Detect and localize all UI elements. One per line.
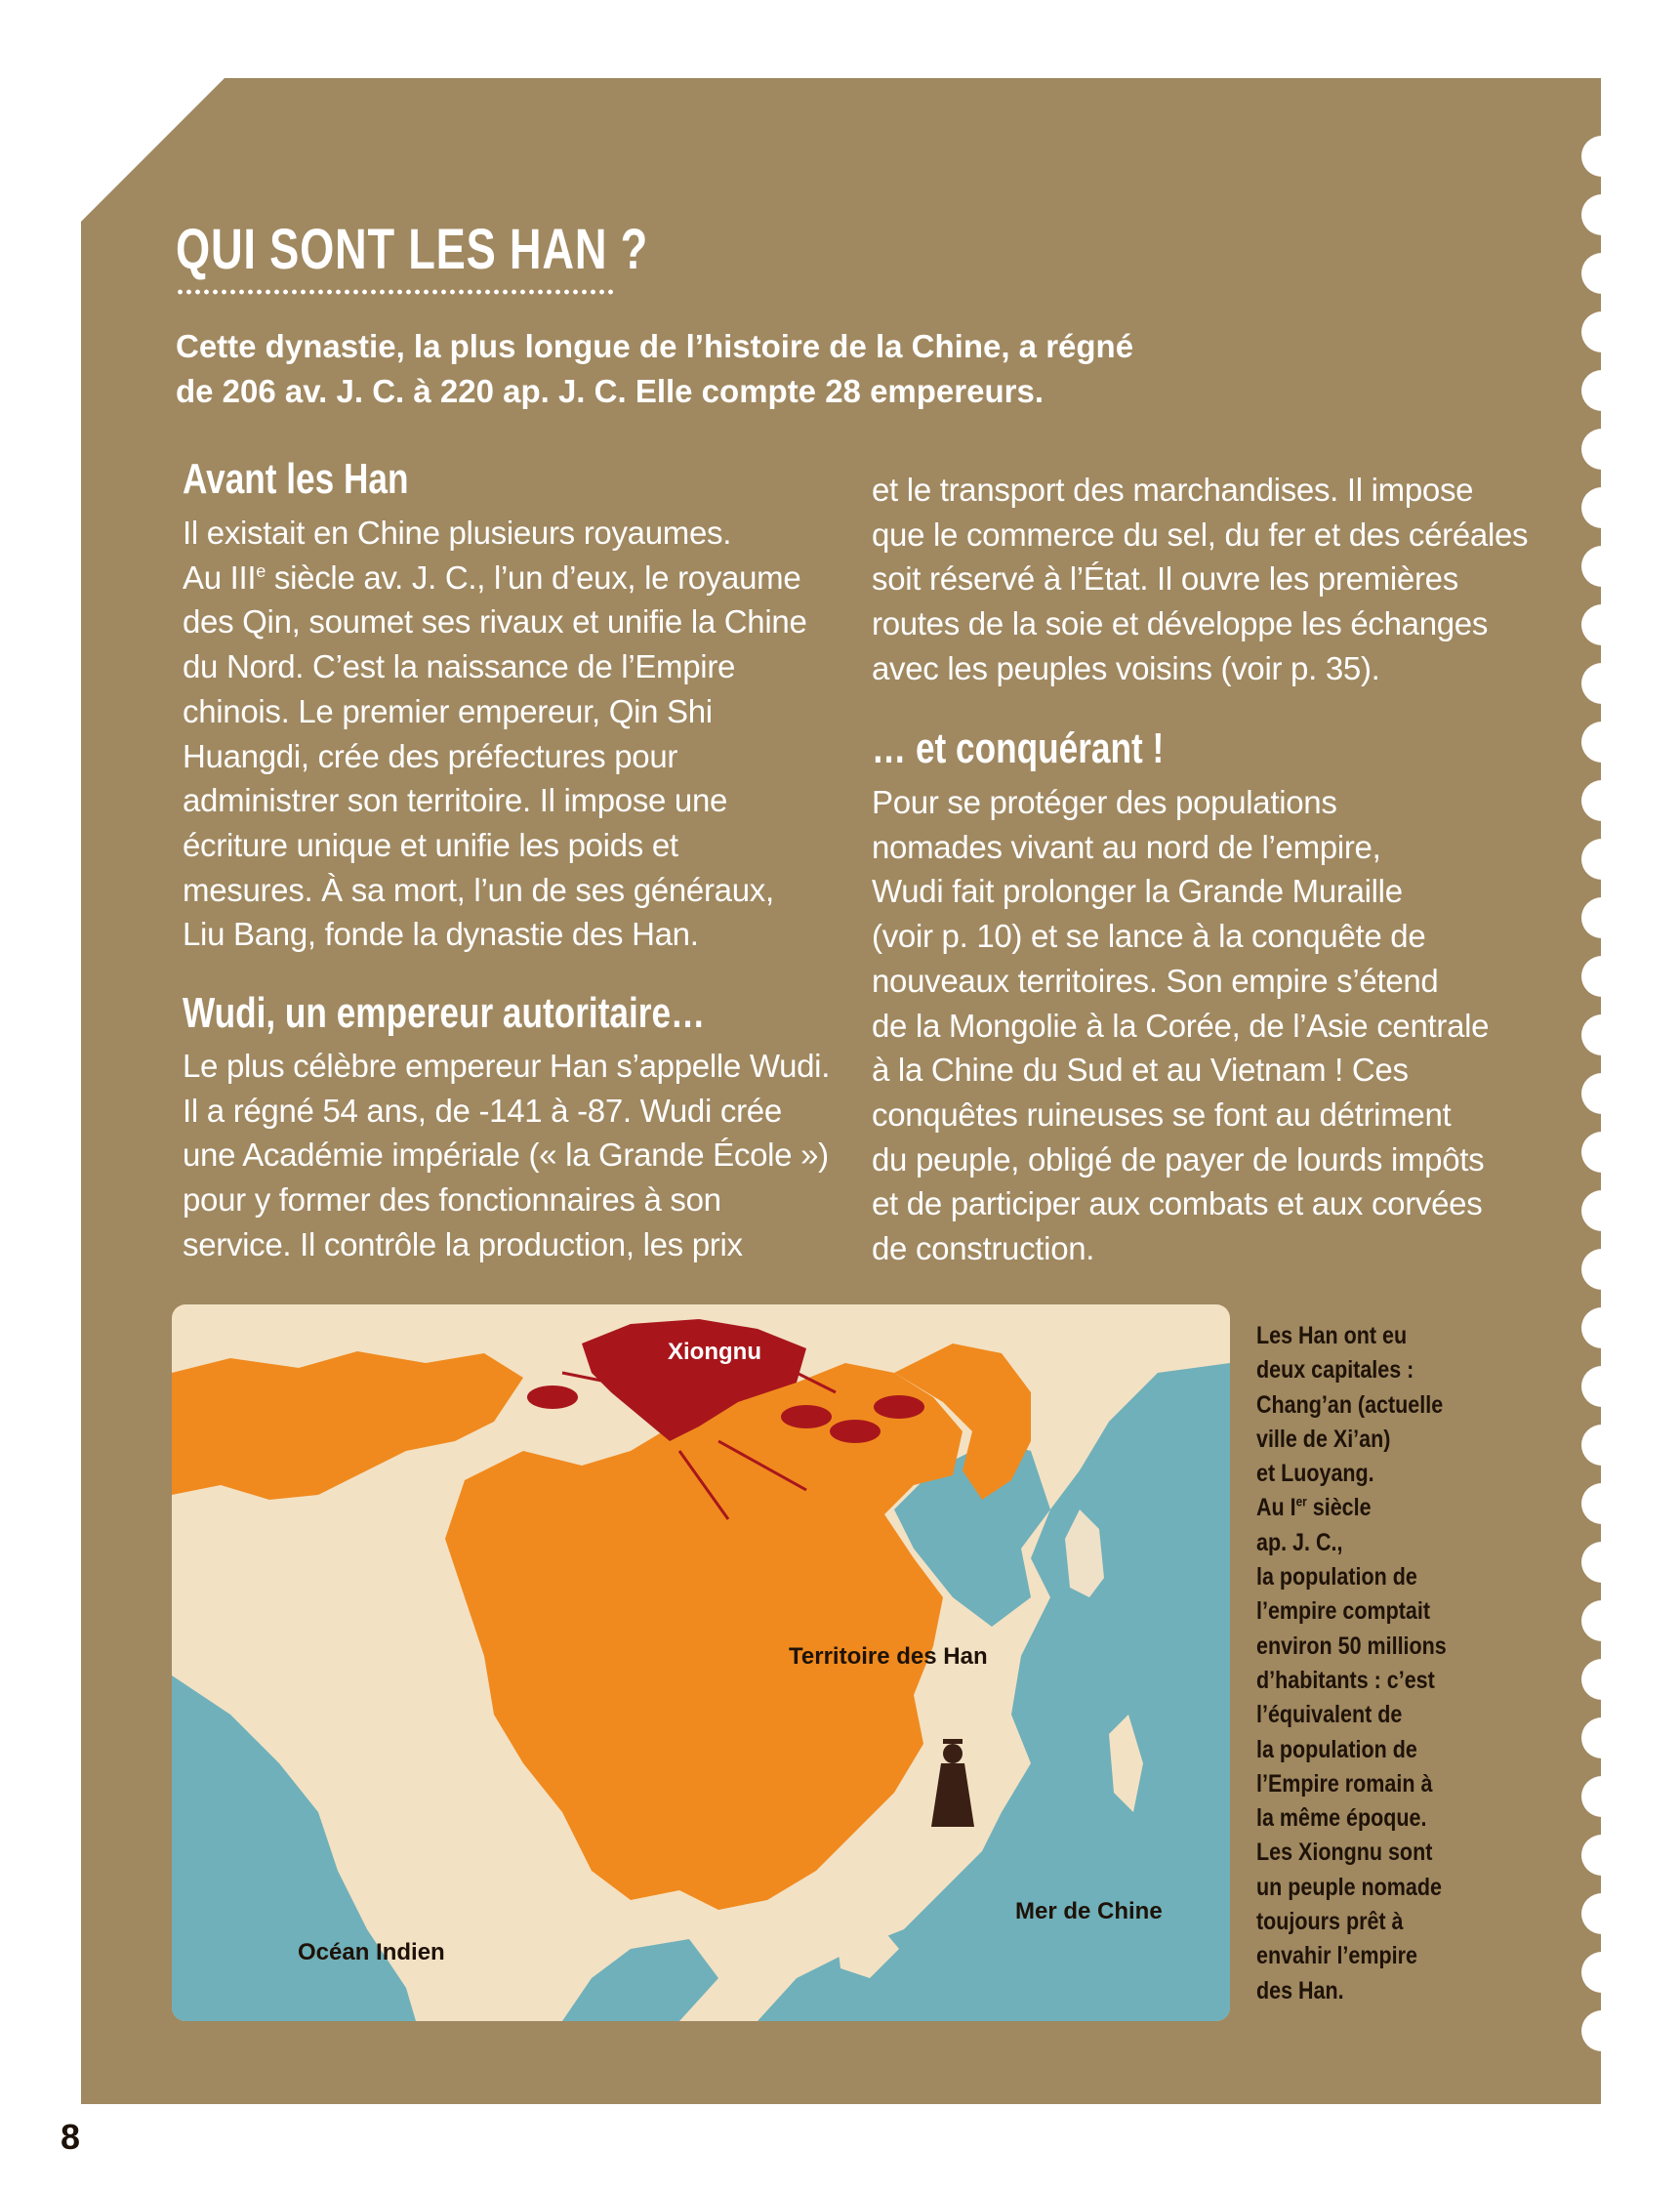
label-mer-de-chine: Mer de Chine <box>1015 1898 1163 1924</box>
text-line: Il existait en Chine plusieurs royaumes. <box>183 515 732 551</box>
avant-les-han-text <box>183 511 827 957</box>
scallop <box>1581 897 1622 938</box>
scallop <box>1581 1952 1622 1993</box>
wudi-continued-text <box>872 468 1536 691</box>
caption-line: des Han. <box>1256 1976 1344 2005</box>
text-line: Il a régné 54 ans, de -141 à -87. Wudi crée <box>183 1092 782 1129</box>
title-dotted-underline <box>176 289 615 295</box>
rider <box>527 1385 578 1409</box>
text-line: nomades vivant au nord de l’empire, <box>872 828 1381 865</box>
scallop <box>1581 956 1622 997</box>
rider <box>830 1420 881 1443</box>
text-line: une Académie impériale (« la Grande École ») <box>183 1137 829 1174</box>
heading-et-conquerant: … et conquérant ! <box>872 724 1165 772</box>
text-line: de la Mongolie à la Corée, de l’Asie centrale <box>872 1007 1490 1044</box>
text-line: écriture unique et unifie les poids et <box>183 826 678 863</box>
page-number: 8 <box>61 2117 81 2157</box>
caption-line: et Luoyang. <box>1256 1460 1374 1488</box>
scallop <box>1581 136 1622 177</box>
caption-line <box>1256 1491 1450 1525</box>
text-line: nouveaux territoires. Son empire s’étend <box>872 962 1439 999</box>
rider <box>781 1405 832 1428</box>
caption-line: ville de Xi’an) <box>1256 1425 1391 1453</box>
caption-line: environ 50 millions <box>1256 1632 1447 1660</box>
scallop <box>1581 1659 1622 1700</box>
scallop <box>1581 1073 1622 1114</box>
caption-line: envahir l’empire <box>1256 1942 1417 1970</box>
map-caption <box>1256 1319 1450 2008</box>
scallop <box>1581 839 1622 880</box>
scallop <box>1581 1014 1622 1055</box>
text-line: des Qin, soumet ses rivaux et unifie la Chine <box>183 603 807 641</box>
scallop <box>1581 194 1622 235</box>
text-line: que le commerce du sel, du fer et des céréales <box>872 516 1529 553</box>
caption-line: l’équivalent de <box>1256 1701 1403 1729</box>
scallop <box>1581 1893 1622 1934</box>
scallop <box>1581 487 1622 528</box>
scallop <box>1581 1776 1622 1817</box>
caption-line: deux capitales : <box>1256 1356 1414 1385</box>
text-line: Pour se protéger des populations <box>872 784 1337 820</box>
scallop <box>1581 604 1622 645</box>
text-line: à la Chine du Sud et au Vietnam ! Ces <box>872 1052 1409 1089</box>
heading-avant-les-han: Avant les Han <box>183 455 409 503</box>
caption-line: toujours prêt à <box>1256 1908 1404 1936</box>
text-line: pour y former des fonctionnaires à son <box>183 1181 721 1219</box>
scallop <box>1581 722 1622 763</box>
rider <box>874 1395 924 1419</box>
scallop <box>1581 429 1622 470</box>
caption-line: ap. J. C., <box>1256 1528 1343 1556</box>
text-line: chinois. Le premier empereur, Qin Shi <box>183 692 713 729</box>
scallop <box>1581 1425 1622 1466</box>
text-line: soit réservé à l’État. Il ouvre les premières <box>872 560 1458 598</box>
text-line: avec les peuples voisins (voir p. 35). <box>872 649 1380 686</box>
wudi-text <box>183 1044 831 1267</box>
scallop <box>1581 2010 1622 2051</box>
text-line: (voir p. 10) et se lance à la conquête de <box>872 918 1426 955</box>
text-line <box>183 556 827 600</box>
text-line: Wudi fait prolonger la Grande Muraille <box>872 873 1403 910</box>
scallop <box>1581 1249 1622 1290</box>
caption-line: la même époque. <box>1256 1804 1427 1833</box>
text-line: administrer son territoire. Il impose une <box>183 782 728 819</box>
han-empire-map <box>172 1304 1230 2021</box>
text-line: et de participer aux combats et aux corvées <box>872 1185 1483 1222</box>
caption-line: l’Empire romain à <box>1256 1769 1433 1798</box>
scallop <box>1581 546 1622 587</box>
intro-line-1: Cette dynastie, la plus longue de l’histoire de la Chine, a régné <box>176 328 1134 364</box>
heading-wudi: Wudi, un empereur autoritaire… <box>183 989 706 1037</box>
text-line: Liu Bang, fonde la dynastie des Han. <box>183 916 699 953</box>
text-line: de construction. <box>872 1230 1095 1267</box>
superscript: er <box>1295 1495 1307 1510</box>
caption-line: Les Xiongnu sont <box>1256 1839 1433 1867</box>
scallop <box>1581 370 1622 411</box>
scallop <box>1581 311 1622 352</box>
scallop <box>1581 1717 1622 1758</box>
text-rest: siècle av. J. C., l’un d’eux, le royaume <box>273 558 801 596</box>
caption-line: d’habitants : c’est <box>1256 1666 1435 1694</box>
scallop <box>1581 1190 1622 1231</box>
scallop <box>1581 1483 1622 1524</box>
caption-line: Les Han ont eu <box>1256 1322 1408 1349</box>
text-line: du peuple, obligé de payer de lourds impôts <box>872 1140 1485 1178</box>
caption-line: Chang’an (actuelle <box>1256 1390 1444 1419</box>
text-line: conquêtes ruineuses se font au détriment <box>872 1096 1452 1133</box>
caption-line: la population de <box>1256 1735 1417 1763</box>
scallop <box>1581 253 1622 294</box>
superscript: e <box>256 560 266 581</box>
scallop <box>1581 1600 1622 1641</box>
text-line: du Nord. C’est la naissance de l’Empire <box>183 648 736 685</box>
intro-line-2: de 206 av. J. C. à 220 ap. J. C. Elle compte 28 empereurs. <box>176 373 1045 409</box>
text-line: mesures. À sa mort, l’un de ses généraux, <box>183 871 774 908</box>
text-prefix: Au III <box>183 558 257 596</box>
scallop <box>1581 1542 1622 1583</box>
caption-line: la population de <box>1256 1563 1417 1592</box>
scallop <box>1581 663 1622 704</box>
caption-line: un peuple nomade <box>1256 1873 1442 1901</box>
label-territoire-des-han: Territoire des Han <box>789 1643 988 1670</box>
page-title: QUI SONT LES HAN ? <box>176 218 649 281</box>
conquerant-text <box>872 780 1536 1271</box>
scallop <box>1581 1835 1622 1876</box>
caption-rest: siècle <box>1312 1494 1372 1522</box>
text-line: routes de la soie et développe les échanges <box>872 605 1489 642</box>
label-xiongnu: Xiongnu <box>668 1339 761 1365</box>
caption-prefix: Au I <box>1256 1494 1296 1522</box>
text-line: Le plus célèbre empereur Han s’appelle Wudi. <box>183 1048 831 1084</box>
text-line: service. Il contrôle la production, les prix <box>183 1225 743 1262</box>
label-ocean-indien: Océan Indien <box>298 1939 445 1965</box>
scallop <box>1581 780 1622 821</box>
text-line: Huangdi, crée des préfectures pour <box>183 737 678 774</box>
scallop <box>1581 1132 1622 1173</box>
scallop <box>1581 1366 1622 1407</box>
intro-text <box>176 324 1250 414</box>
text-line: et le transport des marchandises. Il impose <box>872 472 1474 508</box>
caption-line: l’empire comptait <box>1256 1597 1431 1626</box>
scallop <box>1581 1307 1622 1348</box>
